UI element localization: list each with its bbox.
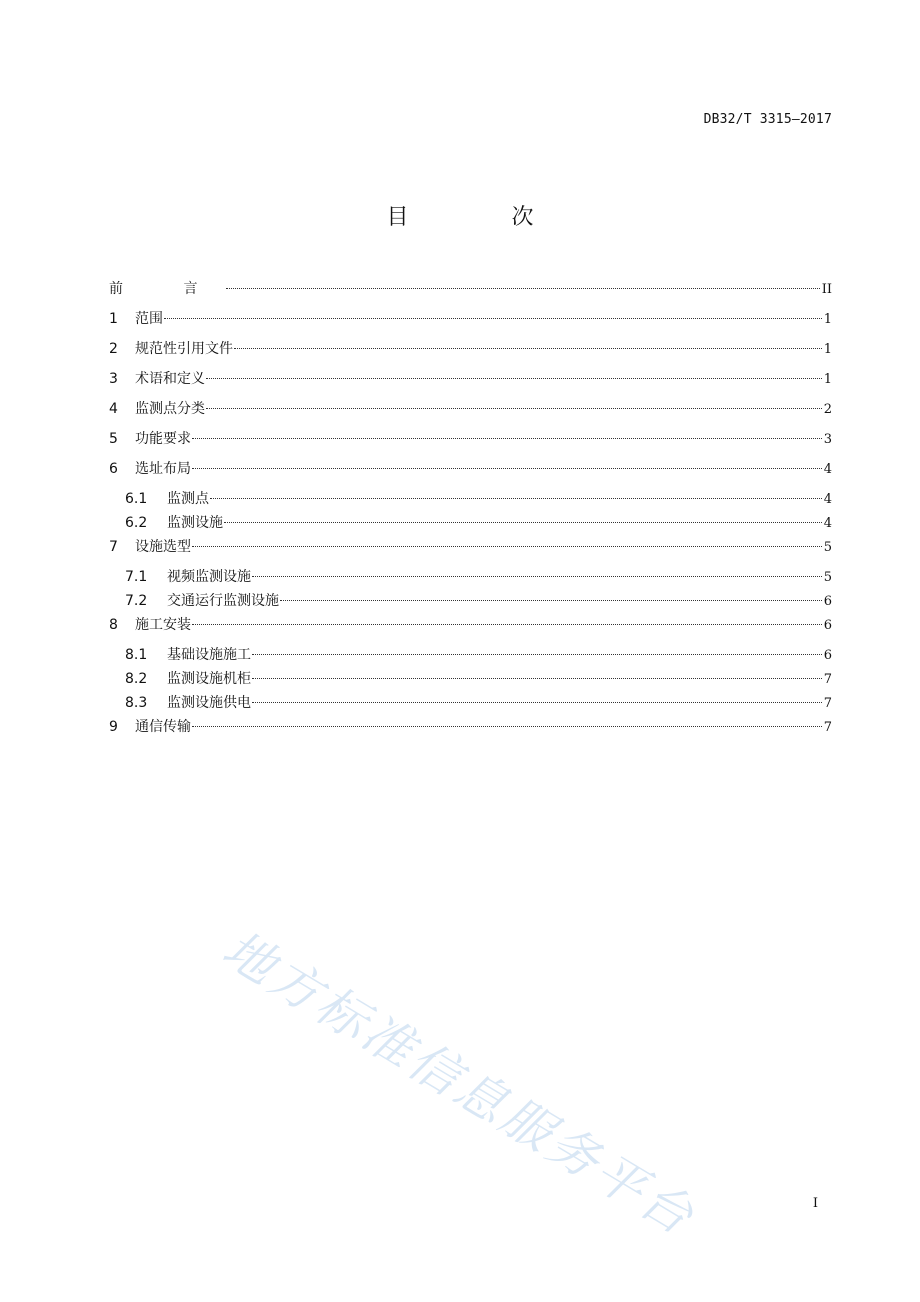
toc-entry-page: 1 [823,372,832,387]
toc-dot-leader [252,702,822,703]
toc-entry-number: 4 [109,401,118,417]
toc-dot-leader [192,546,822,547]
toc-entry-number: 6.1 [125,491,148,507]
toc-dot-leader [164,318,822,319]
toc-entry[interactable] [109,277,832,307]
toc-entry[interactable] [109,589,832,613]
toc-entry[interactable] [109,487,832,511]
toc-entry-page: 5 [823,570,832,585]
toc-entry-page: 7 [823,672,832,687]
toc-entry[interactable] [109,667,832,691]
toc-entry-title: 功能要求 [135,431,191,447]
toc-entry[interactable] [109,613,832,643]
toc-entry-page: 4 [823,462,832,477]
toc-entry-page: 5 [823,540,832,555]
toc-entry-number: 7.2 [125,593,148,609]
toc-entry-number: 6 [109,461,118,477]
toc-entry[interactable] [109,643,832,667]
toc-entry-page: 7 [823,696,832,711]
toc-entry-title: 术语和定义 [135,371,205,387]
toc-entry-number: 8.3 [125,695,148,711]
toc-entry-page: II [821,282,832,297]
footer-page-number: I [812,1196,818,1211]
toc-entry-number: 7.1 [125,569,148,585]
toc-dot-leader [206,408,822,409]
toc-entry-title: 通信传输 [135,719,191,735]
toc-entry-page: 1 [823,342,832,357]
toc-entry[interactable] [109,397,832,427]
toc-entry-title: 监测设施机柜 [167,671,251,687]
toc-entry-page: 3 [823,432,832,447]
toc-entry[interactable] [109,715,832,745]
toc-entry-title: 选址布局 [135,461,191,477]
toc-entry-title: 视频监测设施 [167,569,251,585]
watermark: 地方标准信息服务平台 [213,919,706,1248]
toc-entry-page: 6 [823,648,832,663]
toc-entry[interactable] [109,535,832,565]
toc-title: 目 次 [386,205,582,230]
toc-entry-number: 7 [109,539,118,555]
toc-entry-title: 范围 [135,311,163,327]
toc-entry-title: 监测点分类 [135,401,205,417]
document-code: DB32/T 3315—2017 [703,112,832,127]
toc-entry[interactable] [109,337,832,367]
toc-entry[interactable] [109,427,832,457]
toc-entry-number: 3 [109,371,118,387]
toc-dot-leader [192,726,822,727]
toc-entry-title: 规范性引用文件 [135,341,233,357]
toc-entry-number: 6.2 [125,515,148,531]
toc-entry-title: 监测设施供电 [167,695,251,711]
toc-entry[interactable] [109,367,832,397]
toc-entry[interactable] [109,457,832,487]
toc-dot-leader [192,468,822,469]
toc-entry-title: 前 言 [109,281,226,297]
toc-entry-title: 监测点 [167,491,209,507]
toc-dot-leader [206,378,822,379]
toc-entry[interactable] [109,511,832,535]
toc-entry[interactable] [109,307,832,337]
toc-dot-leader [226,288,819,289]
toc-dot-leader [252,576,822,577]
toc-entry-title: 监测设施 [167,515,223,531]
toc-entry-number: 8.1 [125,647,148,663]
toc-entry-title: 施工安装 [135,617,191,633]
table-of-contents [109,277,832,745]
toc-dot-leader [252,678,822,679]
toc-entry-title: 交通运行监测设施 [167,593,279,609]
toc-entry-title: 设施选型 [135,539,191,555]
toc-dot-leader [234,348,822,349]
toc-dot-leader [192,624,822,625]
toc-entry-title: 基础设施施工 [167,647,251,663]
toc-entry-page: 6 [823,594,832,609]
toc-entry-number: 8.2 [125,671,148,687]
toc-dot-leader [252,654,822,655]
toc-entry-page: 4 [823,516,832,531]
toc-entry[interactable] [109,691,832,715]
toc-entry-page: 7 [823,720,832,735]
toc-entry-number: 9 [109,719,118,735]
toc-entry-number: 2 [109,341,118,357]
toc-entry-number: 1 [109,311,118,327]
toc-entry-number: 8 [109,617,118,633]
toc-entry-page: 1 [823,312,832,327]
toc-dot-leader [280,600,822,601]
toc-entry[interactable] [109,565,832,589]
toc-entry-page: 4 [823,492,832,507]
toc-entry-page: 2 [823,402,832,417]
toc-entry-page: 6 [823,618,832,633]
toc-dot-leader [210,498,822,499]
toc-dot-leader [224,522,822,523]
toc-entry-number: 5 [109,431,118,447]
toc-dot-leader [192,438,822,439]
